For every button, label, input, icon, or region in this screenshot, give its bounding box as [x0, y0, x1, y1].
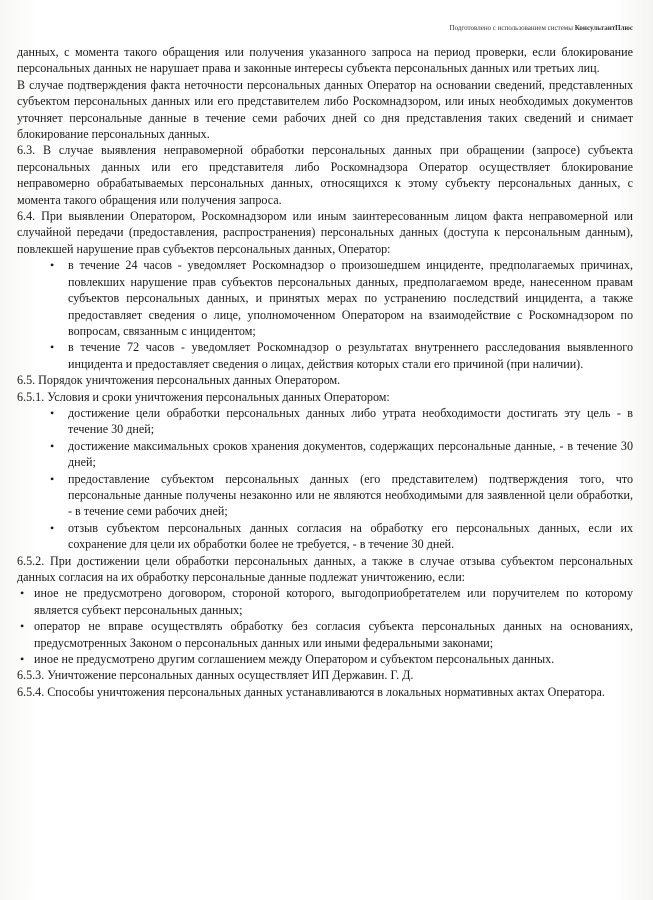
- header-brand: КонсультантПлюс: [574, 24, 633, 32]
- list-item: • достижение максимальных сроков хранения документов, содержащих персональные данные, - в течение 30 дней;: [17, 438, 633, 471]
- paragraph-6-5-1: 6.5.1. Условия и сроки уничтожения персональных данных Оператором:: [17, 389, 390, 404]
- list-item: • иное не предусмотрено другим соглашением между Оператором и субъектом персональных данных.: [17, 651, 633, 667]
- paragraph-6-4: 6.4. При выявлении Оператором, Роскомнадзором или иным заинтересованным лицом факта неправомерной или случайной передачи (предоставления, распространения) персональных данных (доступа к персональным данным), повлекшей нарушение прав субъектов персональных данных, Оператор:: [17, 209, 633, 256]
- page-header: [450, 24, 633, 32]
- list-item: • предоставление субъектом персональных данных (его представителем) подтверждения того, что персональные данные получены незаконно или не являются необходимыми для заявленной цели обработки, - в течение семи рабочих дней;: [17, 471, 633, 520]
- list-6-5-2: [17, 585, 633, 667]
- paragraph-6-5-2: 6.5.2. При достижении цели обработки персональных данных, а также в случае отзыва субъектом персональных данных согласия на их обработку персональные данные подлежат уничтожению, если:: [17, 553, 633, 584]
- list-item: • оператор не вправе осуществлять обработку без согласия субъекта персональных данных на основаниях, предусмотренных Законом о персональных данных или иными федеральными законами;: [17, 618, 633, 651]
- paragraph-6-5-3: 6.5.3. Уничтожение персональных данных осуществляет ИП Державин. Г. Д.: [17, 668, 414, 683]
- list-item: • в течение 24 часов - уведомляет Роскомнадзор о произошедшем инциденте, предполагаемых причинах, повлекших нарушение прав субъектов персональных данных, предполагаемом вреде, нанесенном правам субъектов персональных данных, и принятых мерах по устранению последствий инцидента, а также предоставляет сведения о лице, уполномоченном Оператором на взаимодействие с Роскомнадзором по вопросам, связанным с инцидентом;: [17, 257, 633, 339]
- paragraph-correction: В случае подтверждения факта неточности персональных данных Оператор на основании сведений, представленных субъектом персональных данных или его представителем либо Роскомнадзором, или иных необходимых документов уточняет персональные данные в течение семи рабочих дней со дня представления таких сведений и снимает блокирование персональных данных.: [17, 77, 633, 142]
- list-item: • достижение цели обработки персональных данных либо утрата необходимости достигать эту цель - в течение 30 дней;: [17, 405, 633, 438]
- document-body: [17, 44, 633, 700]
- list-item: • иное не предусмотрено договором, стороной которого, выгодоприобретателем или поручителем по которому является субъект персональных данных;: [17, 585, 633, 618]
- paragraph-6-5: 6.5. Порядок уничтожения персональных данных Оператором.: [17, 373, 341, 388]
- paragraph-6-3: 6.3. В случае выявления неправомерной обработки персональных данных при обращении (запросе) субъекта персональных данных или его представителя либо Роскомнадзора Оператор осуществляет блокирование неправомерно обрабатываемых персональных данных, относящихся к этому субъекту персональных данных, с момента такого обращения или получения запроса.: [17, 143, 633, 207]
- list-6-4: [17, 257, 633, 372]
- header-prefix: Подготовлено с использованием системы: [449, 24, 573, 32]
- list-item: • отзыв субъектом персональных данных согласия на обработку его персональных данных, если их сохранение для цели их обработки более не требуется, - в течение 30 дней.: [17, 520, 633, 553]
- paragraph-6-5-4: 6.5.4. Способы уничтожения персональных данных устанавливаются в локальных нормативных актах Оператора.: [17, 684, 605, 699]
- list-6-5-1: [17, 405, 633, 553]
- paragraph-continuation: данных, с момента такого обращения или получения указанного запроса на период проверки, если блокирование персональных данных не нарушает права и законные интересы субъекта персональных данных или третьих лиц.: [17, 45, 633, 76]
- list-item: • в течение 72 часов - уведомляет Роскомнадзор о результатах внутреннего расследования выявленного инцидента и предоставляет сведения о лицах, действия которых стали его причиной (при наличии).: [17, 339, 633, 372]
